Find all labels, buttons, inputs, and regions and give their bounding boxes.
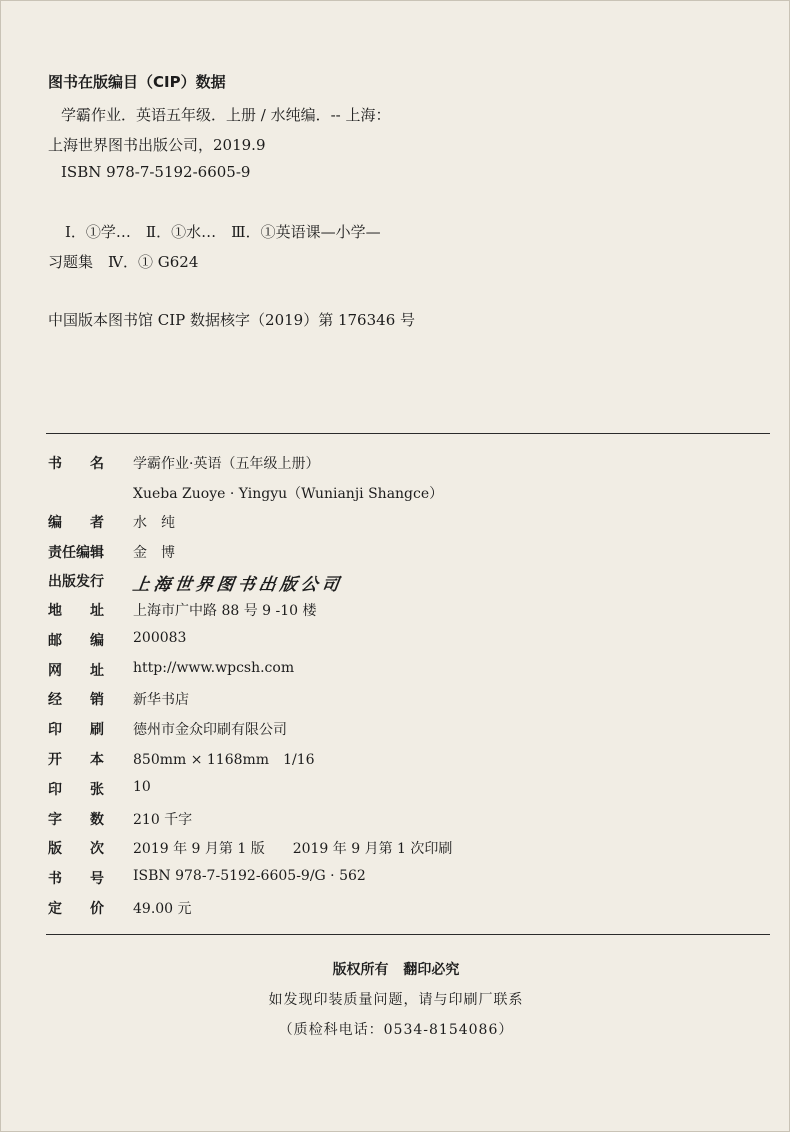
info-value: 210 千字 <box>133 812 193 828</box>
info-label: 责任编辑 <box>48 545 104 561</box>
info-label: 地 址 <box>48 603 104 619</box>
cip-line-record-number: 中国版本图书馆 CIP 数据核字（2019）第 176346 号 <box>48 311 416 329</box>
bottom-divider <box>46 934 770 935</box>
publisher-logo: 上海世界图书出版公司 <box>131 575 345 595</box>
quality-notice: 如发现印装质量问题，请与印刷厂联系 <box>268 992 524 1008</box>
info-label: 定 价 <box>48 901 104 917</box>
info-label: 经 销 <box>48 692 104 708</box>
info-value: 200083 <box>133 630 187 646</box>
cip-line-classification: Ⅰ．①学… Ⅱ．①水… Ⅲ．①英语课—小学— <box>65 223 381 241</box>
cip-line-publisher: 上海世界图书出版公司，2019.9 <box>48 136 266 154</box>
info-label: 开 本 <box>48 752 104 768</box>
cip-title: 图书在版编目（CIP）数据 <box>48 73 226 91</box>
quality-phone: （质检科电话：0534-8154086） <box>278 1022 514 1038</box>
info-value: 学霸作业·英语（五年级上册） <box>133 456 320 472</box>
info-value: ISBN 978-7-5192-6605-9/G · 562 <box>133 868 366 884</box>
info-label: 编 者 <box>48 515 104 531</box>
info-label: 版 次 <box>48 841 104 857</box>
info-value: 2019 年 9 月第 1 版 2019 年 9 月第 1 次印刷 <box>133 841 453 857</box>
info-value: 10 <box>133 779 151 795</box>
info-label: 字 数 <box>48 812 104 828</box>
info-value: 49.00 元 <box>133 901 192 917</box>
info-value: Xueba Zuoye · Yingyu（Wunianji Shangce） <box>133 486 444 502</box>
info-value: 金 博 <box>133 545 175 561</box>
info-label: 书 名 <box>48 456 104 472</box>
info-value: 上海市广中路 88 号 9 -10 楼 <box>133 603 317 619</box>
info-value: 850mm × 1168mm 1/16 <box>133 752 315 768</box>
cip-line-title: 学霸作业．英语五年级．上册 / 水纯编．-- 上海： <box>61 106 391 124</box>
info-label: 邮 编 <box>48 633 104 649</box>
info-label: 书 号 <box>48 871 104 887</box>
info-value: http://www.wpcsh.com <box>133 660 295 676</box>
info-label: 网 址 <box>48 663 104 679</box>
cip-line-classification-cont: 习题集 Ⅳ．① G624 <box>48 253 199 271</box>
info-value: 新华书店 <box>133 692 189 708</box>
info-label: 印 刷 <box>48 722 104 738</box>
top-divider <box>46 433 770 434</box>
info-label: 印 张 <box>48 782 104 798</box>
copyright-notice: 版权所有 翻印必究 <box>332 962 460 978</box>
info-value: 德州市金众印刷有限公司 <box>133 722 287 738</box>
cip-line-isbn: ISBN 978-7-5192-6605-9 <box>61 163 251 181</box>
info-value: 水 纯 <box>133 515 175 531</box>
info-label: 出版发行 <box>48 574 104 590</box>
